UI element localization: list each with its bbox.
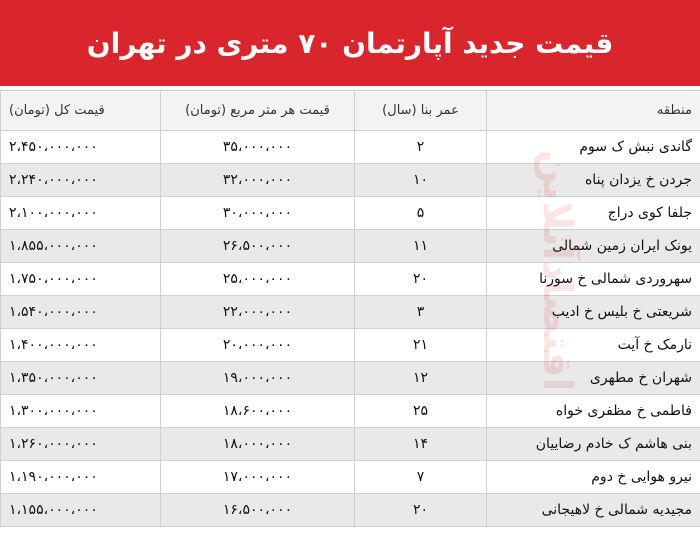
table-row (1, 461, 700, 494)
age-cell: ۷ (355, 461, 487, 494)
total-price-cell: ۱،۳۰۰،۰۰۰،۰۰۰ (1, 395, 161, 428)
total-price-cell: ۱،۷۵۰،۰۰۰،۰۰۰ (1, 263, 161, 296)
area-cell: جلفا کوی دراج (487, 197, 700, 230)
price-per-meter-cell: ۲۲،۰۰۰،۰۰۰ (161, 296, 355, 329)
table-row (1, 296, 700, 329)
age-cell: ۱۰ (355, 164, 487, 197)
total-price-cell: ۲،۴۵۰،۰۰۰،۰۰۰ (1, 131, 161, 164)
table-row (1, 362, 700, 395)
area-cell: نارمک خ آیت (487, 329, 700, 362)
age-cell: ۲۵ (355, 395, 487, 428)
price-per-meter-cell: ۳۵،۰۰۰،۰۰۰ (161, 131, 355, 164)
table-row (1, 164, 700, 197)
age-cell: ۵ (355, 197, 487, 230)
price-per-meter-cell: ۱۸،۰۰۰،۰۰۰ (161, 428, 355, 461)
age-cell: ۲ (355, 131, 487, 164)
age-cell: ۱۱ (355, 230, 487, 263)
age-cell: ۲۰ (355, 263, 487, 296)
price-per-meter-cell: ۱۸،۶۰۰،۰۰۰ (161, 395, 355, 428)
table-row (1, 329, 700, 362)
header-total-price: قیمت کل (تومان) (1, 91, 161, 131)
table-row (1, 197, 700, 230)
total-price-cell: ۲،۲۴۰،۰۰۰،۰۰۰ (1, 164, 161, 197)
price-table (0, 90, 700, 527)
price-per-meter-cell: ۲۶،۵۰۰،۰۰۰ (161, 230, 355, 263)
table-row (1, 263, 700, 296)
header-price-per-meter: قیمت هر متر مربع (تومان) (161, 91, 355, 131)
table-body (1, 131, 700, 527)
total-price-cell: ۱،۳۵۰،۰۰۰،۰۰۰ (1, 362, 161, 395)
area-cell: یونک ایران زمین شمالی (487, 230, 700, 263)
price-per-meter-cell: ۳۰،۰۰۰،۰۰۰ (161, 197, 355, 230)
area-cell: فاطمی خ مظفری خواه (487, 395, 700, 428)
table-row (1, 230, 700, 263)
header-area: منطقه (487, 91, 700, 131)
total-price-cell: ۱،۱۵۵،۰۰۰،۰۰۰ (1, 494, 161, 527)
area-cell: مجیدیه شمالی خ لاهیجانی (487, 494, 700, 527)
total-price-cell: ۱،۵۴۰،۰۰۰،۰۰۰ (1, 296, 161, 329)
age-cell: ۲۰ (355, 494, 487, 527)
total-price-cell: ۲،۱۰۰،۰۰۰،۰۰۰ (1, 197, 161, 230)
area-cell: شریعتی خ بلیس خ ادیب (487, 296, 700, 329)
table-row (1, 428, 700, 461)
table-header (1, 91, 700, 131)
age-cell: ۳ (355, 296, 487, 329)
price-per-meter-cell: ۱۹،۰۰۰،۰۰۰ (161, 362, 355, 395)
header-row (1, 91, 700, 131)
table-row (1, 395, 700, 428)
area-cell: جردن خ یزدان پناه (487, 164, 700, 197)
price-per-meter-cell: ۲۰،۰۰۰،۰۰۰ (161, 329, 355, 362)
price-per-meter-cell: ۱۶،۵۰۰،۰۰۰ (161, 494, 355, 527)
price-per-meter-cell: ۳۲،۰۰۰،۰۰۰ (161, 164, 355, 197)
total-price-cell: ۱،۲۶۰،۰۰۰،۰۰۰ (1, 428, 161, 461)
area-cell: بنی هاشم ک خادم رضاییان (487, 428, 700, 461)
page-title: قیمت جدید آپارتمان ۷۰ متری در تهران (86, 26, 614, 60)
title-bar (0, 0, 700, 86)
area-cell: نیرو هوایی خ دوم (487, 461, 700, 494)
total-price-cell: ۱،۴۰۰،۰۰۰،۰۰۰ (1, 329, 161, 362)
area-cell: شهران خ مطهری (487, 362, 700, 395)
total-price-cell: ۱،۸۵۵،۰۰۰،۰۰۰ (1, 230, 161, 263)
age-cell: ۱۲ (355, 362, 487, 395)
area-cell: گاندی نبش ک سوم (487, 131, 700, 164)
table-row (1, 494, 700, 527)
price-per-meter-cell: ۱۷،۰۰۰،۰۰۰ (161, 461, 355, 494)
area-cell: سهروردی شمالی خ سورنا (487, 263, 700, 296)
total-price-cell: ۱،۱۹۰،۰۰۰،۰۰۰ (1, 461, 161, 494)
age-cell: ۲۱ (355, 329, 487, 362)
price-per-meter-cell: ۲۵،۰۰۰،۰۰۰ (161, 263, 355, 296)
header-age: عمر بنا (سال) (355, 91, 487, 131)
age-cell: ۱۴ (355, 428, 487, 461)
table-row (1, 131, 700, 164)
